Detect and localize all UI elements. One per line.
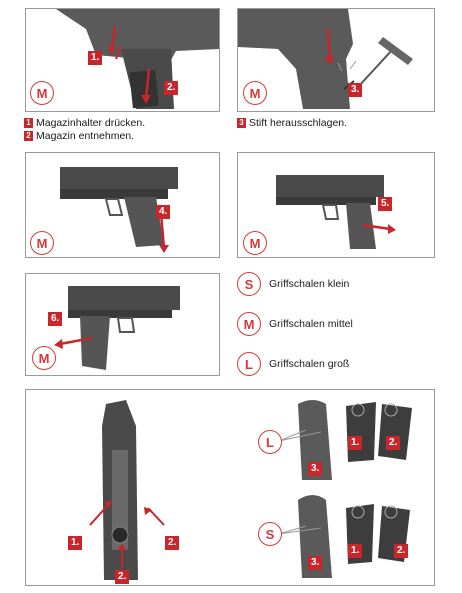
step-badge-3: 3. bbox=[308, 462, 322, 476]
step-badge-2: 2. bbox=[115, 570, 129, 584]
panel-grip-panels bbox=[25, 389, 435, 586]
step-badge-1: 1. bbox=[348, 436, 362, 450]
step-badge-3: 3. bbox=[308, 556, 322, 570]
step-badge-1: 1. bbox=[68, 536, 82, 550]
size-mark-m: M bbox=[32, 346, 56, 370]
size-mark-s: S bbox=[237, 272, 261, 296]
legend-small bbox=[237, 272, 349, 296]
step-badge-1: 1. bbox=[348, 544, 362, 558]
size-mark-m: M bbox=[243, 231, 267, 255]
pistol-illustration bbox=[238, 153, 434, 257]
size-mark-m: M bbox=[243, 81, 267, 105]
panel-step-4 bbox=[25, 152, 220, 258]
size-mark-l: L bbox=[237, 352, 261, 376]
legend-label: Griffschalen mittel bbox=[269, 318, 353, 330]
legend-label: Griffschalen groß bbox=[269, 358, 350, 370]
grip-hammer-illustration bbox=[238, 9, 434, 111]
step-badge-4: 4. bbox=[156, 205, 170, 219]
caption-step-3: 3 Stift herausschlagen. bbox=[237, 117, 347, 130]
caption-step-2: 2 Magazin entnehmen. bbox=[24, 130, 134, 143]
size-mark-s: S bbox=[258, 522, 282, 546]
step-badge-2: 2. bbox=[394, 544, 408, 558]
panel-step-1-2 bbox=[25, 8, 220, 112]
step-badge-5: 5. bbox=[378, 197, 392, 211]
step-badge-2: 2. bbox=[165, 536, 179, 550]
size-mark-m: M bbox=[237, 312, 261, 336]
grip-exchange-illustration bbox=[26, 390, 434, 585]
panel-step-6 bbox=[25, 273, 220, 376]
pistol-illustration bbox=[26, 153, 219, 257]
caption-step-1: 1 Magazinhalter drücken. bbox=[24, 117, 145, 130]
pistol-grip-illustration bbox=[26, 9, 219, 111]
step-badge-1: 1. bbox=[88, 51, 102, 65]
panel-step-3 bbox=[237, 8, 435, 112]
size-mark-l: L bbox=[258, 430, 282, 454]
size-mark-m: M bbox=[30, 231, 54, 255]
legend-label: Griffschalen klein bbox=[269, 278, 350, 290]
size-mark-m: M bbox=[30, 81, 54, 105]
step-badge-2: 2. bbox=[164, 81, 178, 95]
step-badge-3: 3. bbox=[348, 83, 362, 97]
panel-step-5 bbox=[237, 152, 435, 258]
step-badge-6: 6. bbox=[48, 312, 62, 326]
legend-large bbox=[237, 352, 349, 376]
step-badge-2: 2. bbox=[386, 436, 400, 450]
legend-medium bbox=[237, 312, 353, 336]
